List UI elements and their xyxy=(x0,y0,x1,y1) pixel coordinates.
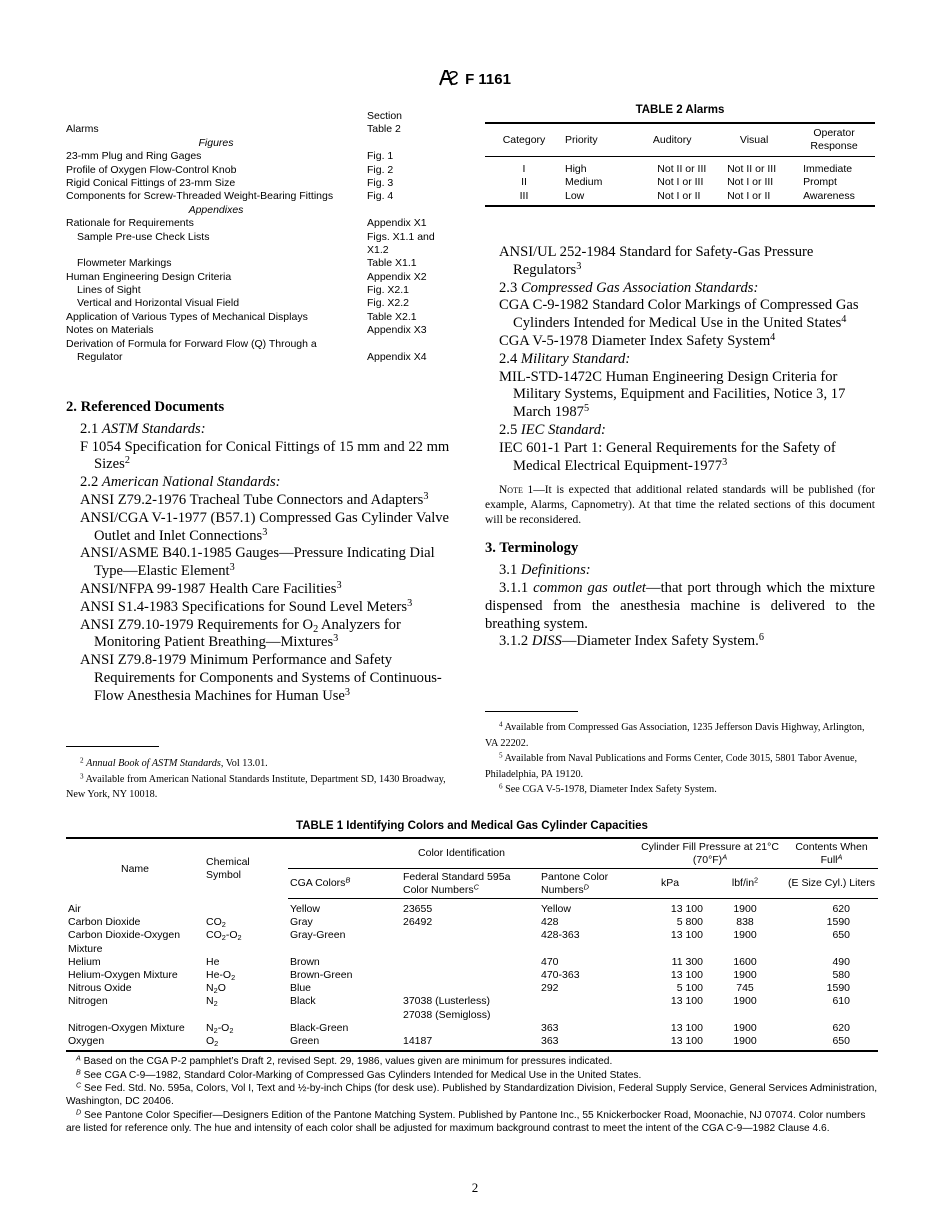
reference-item: IEC 601-1 Part 1: General Requirements for the Safety of Medical Electrical Equipment-1977$^3$ xyxy=(499,439,836,474)
left-column xyxy=(66,399,457,706)
reference-item: ANSI Z79.2-1976 Tracheal Tube Connectors and Adapters$^3$ xyxy=(80,490,429,508)
table-row: Carbon Dioxide $CO_2$ Gray 26492 428 5 800 838 1590 xyxy=(68,916,850,930)
toc-ref: Table 2 xyxy=(367,123,401,136)
column-header: Auditory xyxy=(629,123,715,157)
toc-label: Rationale for Requirements xyxy=(66,217,194,230)
column-header: CGA Colors$^B$ xyxy=(288,869,401,899)
reference-item: ANSI/CGA V-1-1977 (B57.1) Compressed Gas Cylinder Valve Outlet and Inlet Connections$^3$ xyxy=(80,509,450,544)
toc-ref: Fig. 1 xyxy=(367,150,394,163)
toc-label: Regulator xyxy=(77,351,123,364)
column-header: Chemical Symbol xyxy=(204,838,288,899)
column-header: Color Identification xyxy=(288,838,635,869)
toc-ref: Fig. 2 xyxy=(367,163,394,176)
toc-ref: Figs. X1.1 and X1.2 xyxy=(367,230,435,256)
page-header xyxy=(0,70,950,90)
table-note: $^A$ Based on the CGA P-2 pamphlet’s Draft 2, revised Sept. 29, 1986, values given are minimum for pressures indicated. xyxy=(76,1054,613,1068)
toc-label: Notes on Materials xyxy=(66,324,154,337)
column-header: Contents When Full$^A$ xyxy=(785,838,878,869)
subsection-heading: 2.3 Compressed Gas Association Standards: xyxy=(499,279,759,296)
footnote: $^4$ Available from Compressed Gas Association, 1235 Jefferson Davis Highway, Arlington, VA 22202. xyxy=(485,720,865,749)
designation: F 1161 xyxy=(465,70,511,88)
toc-ref: Appendix X3 xyxy=(367,324,427,337)
toc-label: Profile of Oxygen Flow-Control Knob xyxy=(66,163,237,176)
footnote: $^2$ Annual Book of ASTM Standards, Vol 13.01. xyxy=(80,756,268,769)
footnote-rule xyxy=(485,711,578,712)
toc-ref: Appendix X4 xyxy=(367,351,427,364)
note: Note 1—It is expected that additional related standards will be published (for example, Alarms, Capnometry). At that time the related sections of this document will be reconsidered. xyxy=(485,484,875,527)
section-heading: 3. Terminology xyxy=(485,540,579,557)
subsection-heading: 2.4 Military Standard: xyxy=(499,350,631,367)
reference-item: CGA C-9-1982 Standard Color Markings of Compressed Gas Cylinders Intended for Medical Use in the United States$^4$ xyxy=(499,297,859,332)
toc-group-appendixes: Appendixes xyxy=(188,203,244,216)
alarms-table xyxy=(485,104,875,207)
toc-label: Vertical and Horizontal Visual Field xyxy=(77,297,240,310)
table-notes xyxy=(66,1055,878,1135)
left-footnotes xyxy=(66,756,457,803)
table-title: TABLE 2 Alarms xyxy=(635,104,725,116)
table-row: Air Yellow 23655 Yellow 13 100 1900 620 xyxy=(68,902,850,915)
toc-ref: Appendix X1 xyxy=(367,217,427,230)
subsection-heading: 2.5 IEC Standard: xyxy=(499,421,606,438)
table-row: Nitrous Oxide $N_2O$ Blue 292 5 100 745 1590 xyxy=(68,982,850,996)
column-header: Visual xyxy=(715,123,793,157)
reference-item: ANSI Z79.10-1979 Requirements for $O_2$ Analyzers for Monitoring Patient Breathing—Mixtures$^3$ xyxy=(80,616,401,651)
toc-label: Sample Pre-use Check Lists xyxy=(77,230,210,243)
toc-section-heading: Section xyxy=(367,110,403,122)
section-heading: 2. Referenced Documents xyxy=(66,399,225,415)
footnote: $^6$ See CGA V-5-1978, Diameter Index Safety System. xyxy=(499,782,717,795)
definition: 3.1.2 DISS—Diameter Index Safety System.$^6$ xyxy=(499,632,764,650)
right-footnotes xyxy=(485,720,875,798)
toc-label: 23-mm Plug and Ring Gages xyxy=(66,150,202,163)
toc-label: Lines of Sight xyxy=(77,284,141,297)
subsection-heading: 3.1 Definitions: xyxy=(499,562,591,579)
table-row: III Low Not I or II Not I or II Awareness xyxy=(485,190,875,206)
table-title: TABLE 1 Identifying Colors and Medical Gas Cylinder Capacities xyxy=(296,820,648,832)
reference-item: ANSI/UL 252-1984 Standard for Safety-Gas Pressure Regulators$^3$ xyxy=(499,244,814,278)
table-note: $^C$ See Fed. Std. No. 595a, Colors, Vol I, Text and ½-by-inch Chips (for desk use). Published by Standardization Division, Federal Supply Service, General Services Administration, Washington, DC 20406. xyxy=(66,1081,878,1108)
table-row: Carbon Dioxide-Oxygen Mixture $CO_2-O_2$ Gray-Green 428-363 13 100 1900 650 xyxy=(68,929,850,955)
table-row: II Medium Not I or III Not I or III Prompt xyxy=(521,176,837,189)
toc-label: Rigid Conical Fittings of 23-mm Size xyxy=(66,176,236,189)
toc-label: Human Engineering Design Criteria xyxy=(66,270,232,283)
toc-label: Flowmeter Markings xyxy=(77,257,172,270)
toc-label: Alarms xyxy=(66,123,99,136)
toc-ref: Fig. X2.2 xyxy=(367,297,410,310)
column-header: Federal Standard 595a Color Numbers$^C$ xyxy=(401,869,539,899)
column-header: Category xyxy=(485,123,563,157)
footnote: $^3$ Available from American National Standards Institute, Department SD, 1430 Broadway, New York, NY 10018. xyxy=(66,771,446,800)
column-header: Name xyxy=(66,838,204,899)
footnote-rule xyxy=(66,746,159,747)
column-header: Cylinder Fill Pressure at 21°C $(70^\circ F)^A$ xyxy=(635,838,785,869)
column-header: lbf/$in^2$ xyxy=(705,869,785,899)
toc-label: Application of Various Types of Mechanical Displays xyxy=(66,310,308,323)
subsection-heading: 2.1 ASTM Standards: xyxy=(80,420,206,437)
definition: 3.1.1 common gas outlet—that port through which the mixture dispensed from the anesthesia machine is delivered to the breathing system. xyxy=(485,579,875,632)
column-header: (E Size Cyl.) Liters xyxy=(785,869,878,899)
reference-item: MIL-STD-1472C Human Engineering Design Criteria for Military Systems, Equipment and Facilities, Notice 3, 17 March 1987$^5$ xyxy=(499,368,846,421)
toc-group-figures: Figures xyxy=(198,136,234,149)
column-header: Operator Response xyxy=(793,123,875,157)
table-row: Oxygen $O_2$ Green 14187 363 13 100 1900 650 xyxy=(66,1035,878,1051)
toc-ref: Table X1.1 xyxy=(367,257,417,270)
toc-ref: Fig. 4 xyxy=(367,190,394,203)
table-of-contents xyxy=(66,110,446,364)
toc-label: Components for Screw-Threaded Weight-Bearing Fittings xyxy=(66,190,334,203)
table-row: I High Not II or III Not II or III Immediate xyxy=(522,163,853,175)
toc-ref: Fig. 3 xyxy=(367,176,394,189)
column-header: Pantone Color Numbers$^D$ xyxy=(539,869,635,899)
table-row: Helium-Oxygen Mixture $He-O_2$ Brown-Green 470-363 13 100 1900 580 xyxy=(68,969,850,983)
table-note: $^B$ See CGA C-9—1982, Standard Color-Marking of Compressed Gas Cylinders Intended for Medical Use in the United States. xyxy=(76,1068,642,1081)
reference-item: ANSI S1.4-1983 Specifications for Sound Level Meters$^3$ xyxy=(80,597,413,615)
gas-colors-table xyxy=(66,820,878,1136)
column-header: Priority xyxy=(563,123,629,157)
toc-ref: Table X2.1 xyxy=(367,310,417,323)
reference-item: CGA V-5-1978 Diameter Index Safety System$^4$ xyxy=(499,331,776,349)
right-column xyxy=(485,244,875,651)
table-row: Nitrogen-Oxygen Mixture $N_2-O_2$ Black-Green 363 13 100 1900 620 xyxy=(68,1021,850,1036)
toc-ref: Appendix X2 xyxy=(367,270,427,283)
column-header: kPa xyxy=(635,869,705,899)
table-row: Nitrogen $N_2$ Black 37038 (Lusterless) 27038 (Semigloss) 13 100 1900 610 xyxy=(68,995,850,1021)
reference-item: ANSI/NFPA 99-1987 Health Care Facilities$^3$ xyxy=(80,579,342,597)
footnote: $^5$ Available from Naval Publications and Forms Center, Code 3015, 5801 Tabor Avenue, Philadelphia, PA 19120. xyxy=(485,751,858,780)
page-number: 2 xyxy=(471,1180,479,1195)
table-note: $^D$ See Pantone Color Specifier—Designers Edition of the Pantone Matching System. Published by Pantone Inc., 55 Knickerbocker Road, Moonachie, NJ 07074. Color numbers are listed for reference only. The hue and intensity of each color shall be adjusted for maximum background contrast to meet the intent of the CGA C-9—1982 Clause 4.6. xyxy=(66,1108,866,1135)
reference-item: F 1054 Specification for Conical Fittings of 15 mm and 22 mm Sizes$^2$ xyxy=(80,438,450,473)
subsection-heading: 2.2 American National Standards: xyxy=(80,474,281,491)
toc-ref: Fig. X2.1 xyxy=(367,284,410,297)
astm-logo-icon xyxy=(439,70,459,90)
reference-item: ANSI/ASME B40.1-1985 Gauges—Pressure Indicating Dial Type—Elastic Element$^3$ xyxy=(80,545,435,580)
reference-item: ANSI Z79.8-1979 Minimum Performance and Safety Requirements for Components and Systems of Continuous-Flow Anesthesia Machines for Human Use$^3$ xyxy=(80,652,442,704)
toc-label: Derivation of Formula for Forward Flow (Q) Through a xyxy=(66,337,317,350)
table-row: Helium He Brown 470 11 300 1600 490 xyxy=(68,955,850,968)
